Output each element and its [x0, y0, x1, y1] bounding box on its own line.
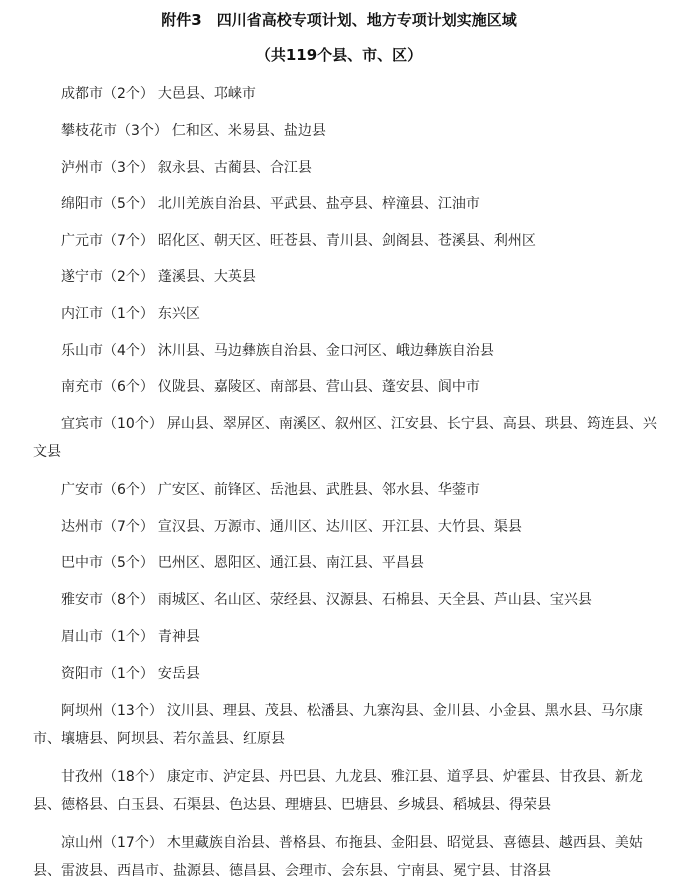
- document-title: 附件3 四川省高校专项计划、地方专项计划实施区域: [161, 11, 517, 29]
- city-name: 广安市（6个）: [61, 482, 154, 498]
- list-item: [33, 300, 658, 328]
- list-item: [33, 154, 658, 182]
- county-list: 大邑县、邛崃市: [157, 86, 256, 102]
- list-item: [33, 80, 658, 108]
- list-item: [33, 549, 658, 577]
- city-name: 达州市（7个）: [61, 519, 154, 535]
- city-name: 攀枝花市（3个）: [61, 123, 168, 139]
- county-list: 仁和区、米易县、盐边县: [171, 123, 326, 139]
- county-list: 广安区、前锋区、岳池县、武胜县、邻水县、华蓥市: [157, 482, 480, 498]
- city-name: 南充市（6个）: [61, 379, 154, 395]
- list-item: [33, 829, 658, 885]
- city-name: 广元市（7个）: [61, 233, 154, 249]
- county-list: 屏山县、翠屏区、南溪区、叙州区、江安县、长宁县、高县、珙县、筠连县、兴文县: [33, 416, 657, 460]
- list-item: [33, 697, 658, 753]
- county-list: 木里藏族自治县、普格县、布拖县、金阳县、昭觉县、喜德县、越西县、美姑县、雷波县、西昌市、盐源县、德昌县、会理市、会东县、宁南县、冕宁县、甘洛县: [33, 835, 643, 879]
- city-name: 遂宁市（2个）: [61, 269, 154, 285]
- list-item: [33, 513, 658, 541]
- city-name: 阿坝州（13个）: [61, 703, 163, 719]
- city-name: 内江市（1个）: [61, 306, 154, 322]
- county-list: 北川羌族自治县、平武县、盐亭县、梓潼县、江油市: [157, 196, 480, 212]
- city-name: 乐山市（4个）: [61, 343, 154, 359]
- list-item: [33, 623, 658, 651]
- county-list: 汶川县、理县、茂县、松潘县、九寨沟县、金川县、小金县、黑水县、马尔康市、壤塘县、阿坝县、若尔盖县、红原县: [33, 703, 643, 747]
- city-name: 成都市（2个）: [61, 86, 154, 102]
- county-list: 叙永县、古蔺县、合江县: [157, 160, 312, 176]
- city-name: 绵阳市（5个）: [61, 196, 154, 212]
- list-item: [33, 660, 658, 688]
- list-item: [33, 410, 658, 466]
- city-name: 泸州市（3个）: [61, 160, 154, 176]
- list-item: [33, 476, 658, 504]
- county-list: 安岳县: [157, 666, 200, 682]
- city-name: 雅安市（8个）: [61, 592, 154, 608]
- list-item: [33, 227, 658, 255]
- list-item: [33, 763, 658, 819]
- list-item: [33, 337, 658, 365]
- city-name: 宜宾市（10个）: [61, 416, 163, 432]
- city-name: 凉山州（17个）: [61, 835, 163, 851]
- county-list: 康定市、泸定县、丹巴县、九龙县、雅江县、道孚县、炉霍县、甘孜县、新龙县、德格县、白玉县、石渠县、色达县、理塘县、巴塘县、乡城县、稻城县、得荣县: [33, 769, 643, 813]
- city-name: 资阳市（1个）: [61, 666, 154, 682]
- document-subtitle: （共119个县、市、区）: [255, 46, 423, 64]
- county-list: 宣汉县、万源市、通川区、达川区、开江县、大竹县、渠县: [157, 519, 522, 535]
- list-item: [33, 190, 658, 218]
- county-list: 巴州区、恩阳区、通江县、南江县、平昌县: [157, 555, 424, 571]
- list-item: [33, 373, 658, 401]
- list-item: [33, 263, 658, 291]
- county-list: 蓬溪县、大英县: [157, 269, 256, 285]
- county-list: 青神县: [157, 629, 200, 645]
- city-name: 甘孜州（18个）: [61, 769, 163, 785]
- county-list: 雨城区、名山区、荥经县、汉源县、石棉县、天全县、芦山县、宝兴县: [157, 592, 592, 608]
- county-list: 沐川县、马边彝族自治县、金口河区、峨边彝族自治县: [157, 343, 494, 359]
- list-item: [33, 586, 658, 614]
- city-name: 眉山市（1个）: [61, 629, 154, 645]
- county-list: 仪陇县、嘉陵区、南部县、营山县、蓬安县、阆中市: [157, 379, 480, 395]
- list-item: [33, 117, 658, 145]
- county-list: 东兴区: [157, 306, 200, 322]
- city-name: 巴中市（5个）: [61, 555, 154, 571]
- county-list: 昭化区、朝天区、旺苍县、青川县、剑阁县、苍溪县、利州区: [157, 233, 536, 249]
